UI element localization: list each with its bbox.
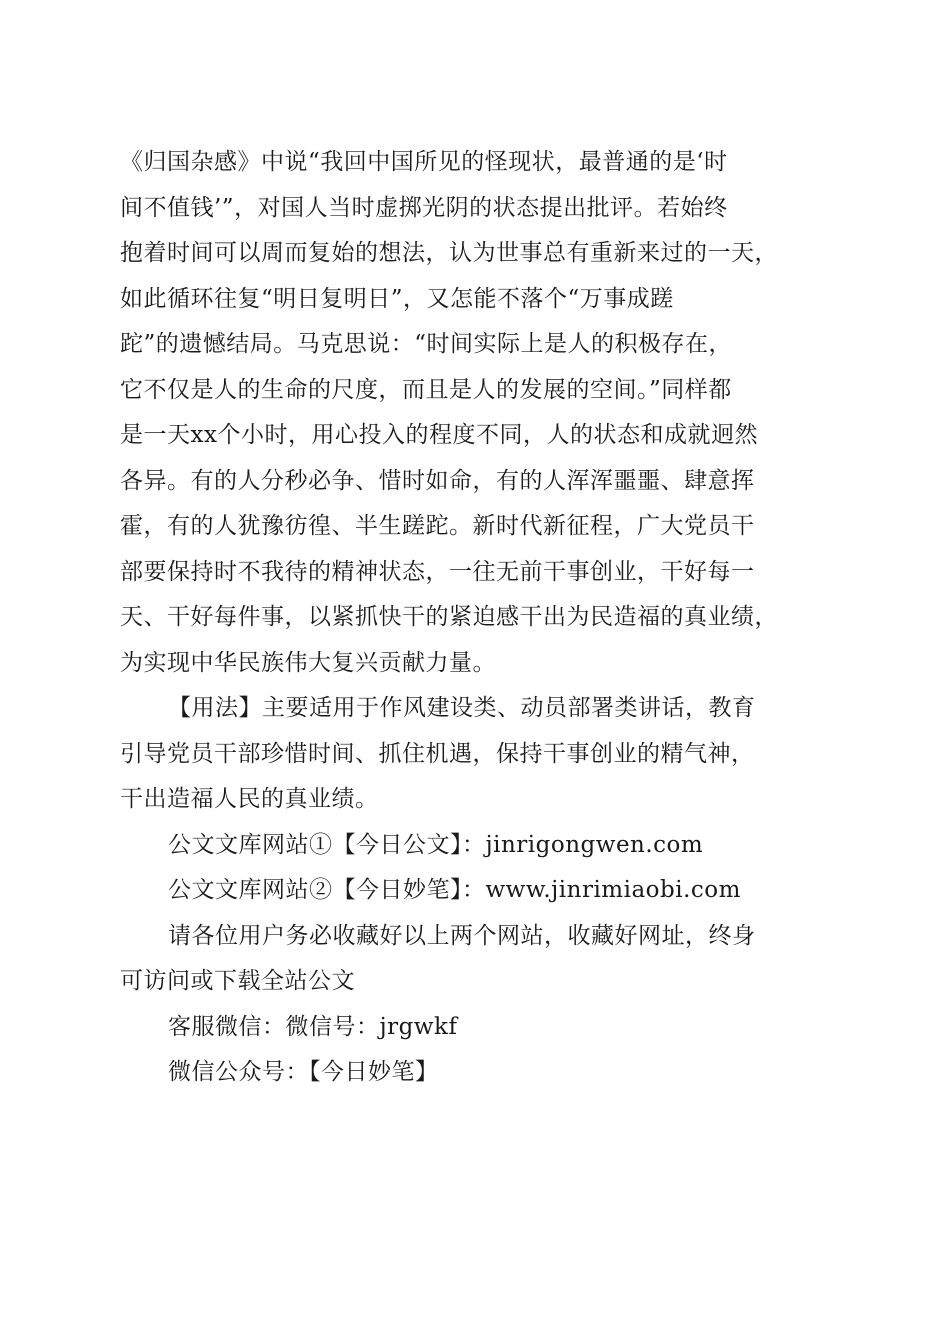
site-link-2: 公文文库网站②【今日妙笔】：www.jinrimiaobi.com xyxy=(168,877,741,903)
main-paragraph xyxy=(120,140,836,686)
usage-line: 干出造福人民的真业绩。 xyxy=(120,786,379,812)
notice-line: 请各位用户务必收藏好以上两个网站，收藏好网址，终身 xyxy=(168,922,756,949)
customer-service-wechat: 客服微信：微信号：jrgwkf xyxy=(168,1013,458,1040)
wechat-official-account: 微信公众号：【今日妙笔】 xyxy=(168,1059,439,1085)
paragraph-line: 跎”的遗憾结局。马克思说：“时间实际上是人的积极存在， xyxy=(120,331,733,357)
paragraph-line: 各异。有的人分秒必争、惜时如命，有的人浑浑噩噩、肆意挥 xyxy=(120,467,755,494)
paragraph-line: 霍，有的人犹豫彷徨、半生蹉跎。新时代新征程，广大党员干 xyxy=(120,513,755,539)
notice-paragraph xyxy=(120,914,836,1005)
usage-line: 【用法】主要适用于作风建设类、动员部署类讲话，教育 xyxy=(168,695,756,721)
paragraph-line: 部要保持时不我待的精神状态，一往无前干事创业，干好每一 xyxy=(120,558,755,585)
paragraph-line: 天、干好每件事，以紧抓快干的紧迫感干出为民造福的真业绩， xyxy=(120,604,778,630)
document-body xyxy=(120,140,836,1096)
site-link-1: 公文文库网站①【今日公文】：jinrigongwen.com xyxy=(168,831,704,858)
paragraph-line: 为实现中华民族伟大复兴贡献力量。 xyxy=(120,649,496,676)
usage-paragraph xyxy=(120,686,836,823)
paragraph-line: 是一天xx个小时，用心投入的程度不同，人的状态和成就迥然 xyxy=(120,422,758,448)
notice-line: 可访问或下载全站公文 xyxy=(120,968,355,994)
paragraph-line: 它不仅是人的生命的尺度，而且是人的发展的空间。”同样都 xyxy=(120,376,732,403)
usage-line: 引导党员干部珍惜时间、抓住机遇，保持干事创业的精气神， xyxy=(120,740,755,767)
paragraph-line: 间不值钱’”，对国人当时虚掷光阴的状态提出批评。若始终 xyxy=(120,194,728,221)
paragraph-line: 如此循环往复“明日复明日”，又怎能不落个“万事成蹉 xyxy=(120,285,674,312)
paragraph-line: 抱着时间可以周而复始的想法，认为世事总有重新来过的一天， xyxy=(120,240,778,266)
paragraph-line: 《归国杂感》中说“我回中国所见的怪现状，最普通的是‘时 xyxy=(120,149,728,175)
